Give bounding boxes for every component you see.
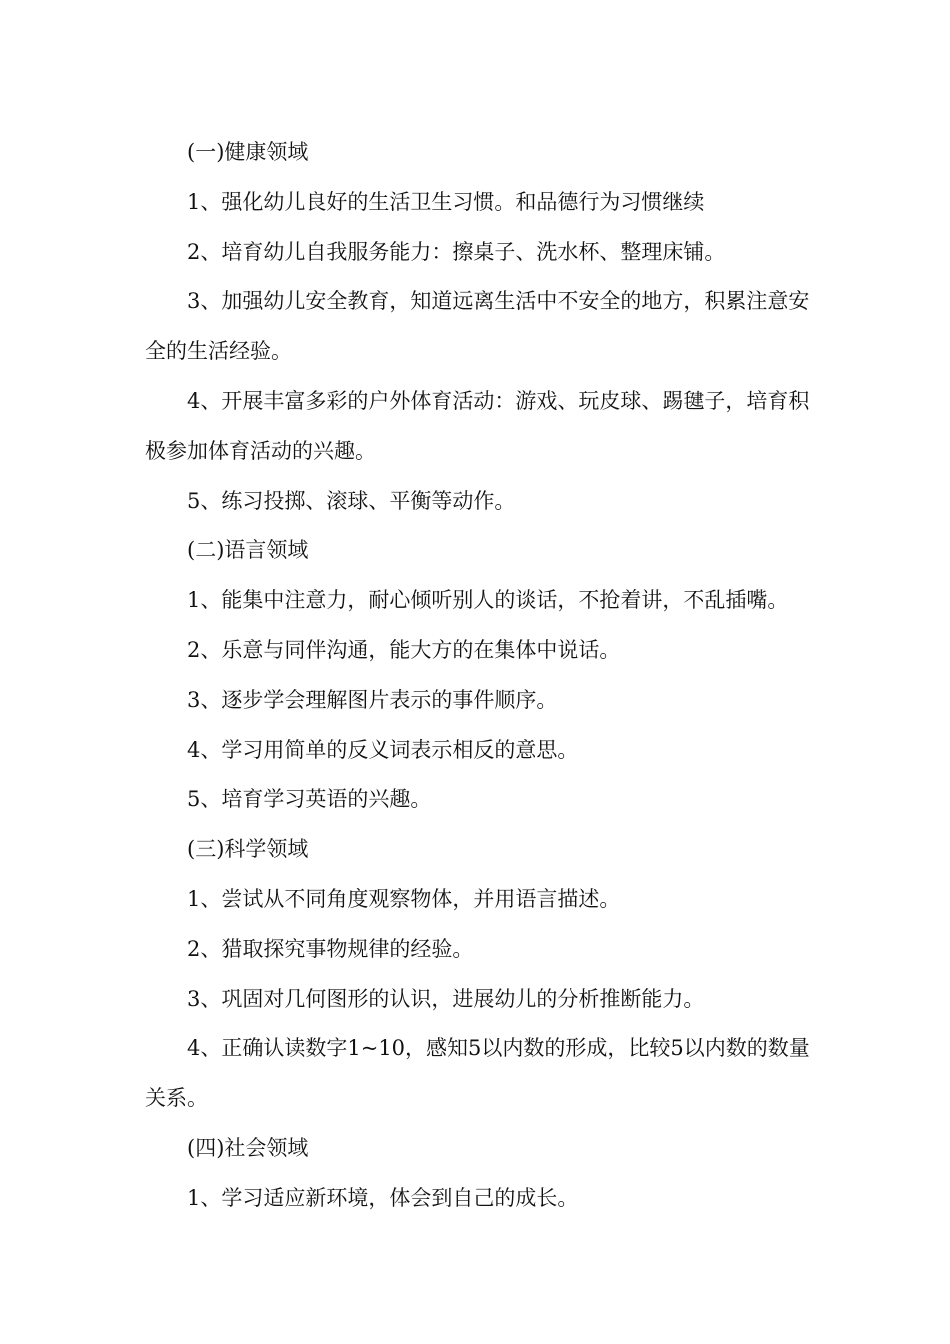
paragraph: 3、加强幼儿安全教育，知道远离生活中不安全的地方，积累注意安全的生活经验。 [145, 289, 810, 364]
paragraph: 3、逐步学会理解图片表示的事件顺序。 [187, 687, 558, 712]
paragraph: 4、学习用简单的反义词表示相反的意思。 [187, 737, 579, 762]
section-heading-social: (四)社会领域 [187, 1135, 309, 1160]
paragraph: 4、正确认读数字1~10，感知5以内数的形成，比较5以内数的数量关系。 [145, 1036, 810, 1111]
paragraph: 2、乐意与同伴沟通，能大方的在集体中说话。 [187, 637, 621, 662]
paragraph: 3、巩固对几何图形的认识，进展幼儿的分析推断能力。 [187, 986, 705, 1011]
paragraph: 1、学习适应新环境，体会到自己的成长。 [187, 1185, 579, 1210]
paragraph: 1、尝试从不同角度观察物体，并用语言描述。 [187, 886, 621, 911]
paragraph: 5、练习投掷、滚球、平衡等动作。 [187, 488, 516, 513]
section-heading-language: (二)语言领域 [187, 538, 309, 563]
paragraph: 1、强化幼儿良好的生活卫生习惯。和品德行为习惯继续 [187, 189, 705, 214]
paragraph: 4、开展丰富多彩的户外体育活动：游戏、玩皮球、踢毽子，培育积极参加体育活动的兴趣。 [145, 388, 810, 463]
section-heading-science: (三)科学领域 [187, 837, 309, 862]
paragraph: 1、能集中注意力，耐心倾听别人的谈话，不抢着讲，不乱插嘴。 [187, 588, 789, 613]
document-body [145, 128, 815, 1224]
section-heading-health: (一)健康领域 [187, 140, 309, 164]
paragraph: 5、培育学习英语的兴趣。 [187, 787, 432, 812]
paragraph: 2、培育幼儿自我服务能力：擦桌子、洗水杯、整理床铺。 [187, 239, 726, 264]
paragraph: 2、猎取探究事物规律的经验。 [187, 936, 474, 961]
